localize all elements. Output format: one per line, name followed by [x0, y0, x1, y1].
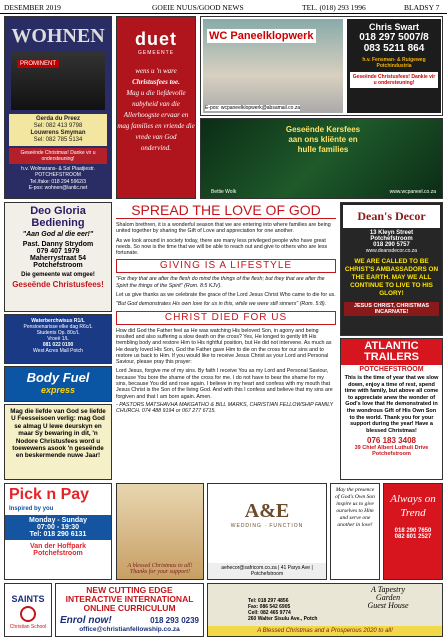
- article-sub1: GIVING IS A LIFESTYLE: [116, 259, 336, 273]
- deo-pastor: Past. Danny Strydom: [22, 241, 94, 248]
- trend-phone-2: 082 801 2527: [394, 534, 432, 540]
- tapestry-name-1: A Tapestry: [370, 585, 405, 594]
- trend-logo: Always on Trend: [390, 493, 436, 519]
- curriculum-enrol: Enrol now!: [60, 615, 112, 626]
- deo-town: Potchefstroom: [33, 262, 83, 269]
- picknpay-ad: [4, 483, 112, 580]
- duet-line-1: wens u 'n ware: [135, 67, 177, 75]
- atlantic-address: 39 Chief Albert Luthuli Drive Potchefstroom: [354, 445, 429, 458]
- page-header: [0, 0, 447, 14]
- tapestry-name-2: Garden: [375, 593, 401, 602]
- header-tel: TEL. (018) 293 1996: [302, 3, 366, 12]
- article-p5: Lord Jesus, forgive me of my sins. By faith I receive You as my Lord and Personal Saviour, because You bore the shame of the cross for me. I do not have to bear the shame for my sins, because You did and rose again. I believe in my heart and confess with my mouth that Jesus Christ is the Son of the living God. And with this I confess and believe that my sins are forgiven and that I am born again. Amen.: [116, 368, 333, 400]
- water-line-4: Vroeë 1/L: [47, 336, 69, 342]
- deo-welcome: Die gemeente wat omgee!: [21, 272, 95, 278]
- ae-town: Potchefstroom: [250, 571, 284, 577]
- water-ad: [4, 314, 112, 364]
- article-p3: Let us give thanks as we celebrate the grace of the Lord Jesus Christ Who came to die for us.: [116, 292, 336, 299]
- water-line-5: 081 022 0190: [42, 342, 74, 348]
- wc-cell: 083 5211 864: [363, 43, 425, 54]
- wc-ad: [200, 16, 443, 116]
- article-title: SPREAD THE LOVE OF GOD: [116, 202, 336, 219]
- duet-logo: duet: [135, 29, 177, 49]
- atlantic-logo: ATLANTIC TRAILERS: [341, 339, 442, 365]
- water-line-1: Waterberchwisus R1/L: [31, 318, 85, 324]
- duet-line-6: mag families en vriende die: [117, 122, 195, 130]
- wc-logo: WC Paneelklopwerk: [209, 30, 314, 42]
- wc-christmas-banner: [200, 118, 443, 199]
- water-line-3: Students Op. 80c/L: [36, 330, 80, 336]
- atlantic-phone: 076 183 3408: [367, 436, 416, 446]
- tapestry-name-3: Guest House: [367, 601, 409, 610]
- tapestry-address: 260 Walter Sisulu Ave., Potch: [248, 616, 318, 622]
- curriculum-phone: 018 293 0239: [150, 616, 199, 625]
- header-page: BLADSY 7: [404, 3, 440, 12]
- duet-line-4: nabyheid van die: [132, 100, 180, 108]
- water-line-2: Pensioenarisse elke dag R6c/L: [23, 324, 93, 330]
- bodyfuel-sub: express: [40, 385, 76, 395]
- ae-sub: WEDDING · FUNCTION: [230, 523, 304, 529]
- deans-web: www.deansdecor.co.za: [365, 248, 418, 254]
- picknpay-days: Monday - Sunday: [29, 517, 87, 524]
- mag-ad: [4, 404, 112, 480]
- picknpay-mall: Van der Hoffpark: [29, 543, 86, 550]
- bodyfuel-ad: [4, 366, 112, 402]
- trend-verse-ad: [330, 483, 380, 580]
- ae-ad: A&E WEDDING · FUNCTION aehecor@safricom.co.za | 41 Parys Ave | Potchefstroom: [207, 483, 327, 580]
- wohnen-email: E-pos: wohnen@lantic.net: [28, 185, 88, 191]
- picknpay-town: Potchefstroom: [33, 550, 83, 557]
- deans-addr-2: Potchefstroom: [370, 236, 413, 242]
- curriculum-ad: [55, 583, 204, 637]
- saints-crest: [20, 606, 36, 622]
- tapestry-tel: Tel: 018 297 4856: [248, 598, 289, 604]
- mag-text: Mag die liefde van God se liefde U Feesseisoen verlig: mag God se almag U lewe deurskyn en maar Sy bewaring in dit, 'n Nodore Christusfees word u toewewens asook 'n geseënde en beskermende nuwe Jaar!: [10, 408, 106, 460]
- wohnen-slogan: Geseënde Christmas! Danke vir u ondersteuning!: [9, 148, 107, 164]
- atlantic-town: POTCHEFSTROOM: [359, 366, 424, 373]
- article-p1: Shalom brethren, it is a wonderful season that we are entering into where families are being united together by sharing the Gift of Love and appreciation for one another.: [116, 222, 331, 235]
- article: [116, 202, 336, 480]
- wohnen-address: h.v. Wolmarans- & Sol Plaatjiestr. POTCHEFSTROOM: [21, 166, 95, 178]
- saints-sub: Christian School: [9, 624, 47, 630]
- bodyfuel-logo: Body Fuel: [26, 370, 90, 385]
- wohnen-phone-1: Sel: 082 413 9798: [33, 123, 83, 129]
- wc-photo: [203, 19, 343, 113]
- wohnen-logo: WOHNEN: [11, 25, 105, 47]
- deans-slogan: WE ARE CALLED TO BE CHRIST'S AMBASSADORS ON THE EARTH. MAY WE ALL CONTINUE TO LIVE TO HIS GLORY!: [344, 258, 439, 297]
- picknpay-hours: 07:00 - 19:30: [36, 524, 80, 531]
- article-q2: "But God demonstrates His own love for us in this, while we were still sinners" (Rom. 5:8).: [116, 301, 327, 308]
- picknpay-tel: Tel: 018 290 6131: [29, 531, 87, 538]
- article-p4: How did God the Father feel as He was watching His beloved Son, in agony and being insulted and also suffering a slow death on the cross? Yes, He longed to gently lift His trembling body and restore Him to His rightful position, but He did not intervene. As much as He dearly loved His Son, God the Father gave Him to die on the cross for our sins and to restore us back to Him. If you would like to receive Jesus Christ as your Lord and Personal Saviour, please pray this prayer:: [116, 327, 332, 366]
- deans-jesus: JESUS CHRIST, CHRISTMAS INCARNATE!: [344, 302, 439, 316]
- article-signature: - PASTORS MATSHAVHA MAKGATHO & BILL MARKS, CHRISTIAN FELLOWSHIP FAMILY CHURCH. 074 488 9194 or 067 277 6715.: [116, 401, 334, 415]
- duet-line-3: Mag u die liefdevolle: [126, 89, 186, 97]
- wohnen-photo: [11, 52, 105, 110]
- atlantic-ad: [340, 338, 443, 480]
- duet-line-2: Christusfees toe.: [132, 78, 180, 86]
- deans-addr-1: 13 Kleyn Street: [369, 230, 414, 236]
- duet-line-8: ondervind.: [140, 144, 172, 152]
- wohnen-ad: [4, 16, 112, 199]
- duet-line-5: Allerhoogste ervaar en: [123, 111, 189, 119]
- deo-street: Maherrystraat 54: [29, 255, 87, 262]
- banner-wish: Geseënde Kersfees aan ons kliënte en hulle families: [285, 125, 361, 154]
- candle-ad: [116, 483, 204, 580]
- wohnen-name-2: Louwrens Smyman: [30, 130, 86, 136]
- picknpay-logo: Pick n Pay: [9, 486, 90, 503]
- ae-logo: A&E: [244, 500, 290, 522]
- article-q1: "For they that are after the flesh do mind the things of the flesh; but they that are after the Spirit the things of the Spirit" (Rom. 8:5 KJV).: [116, 276, 325, 289]
- candle-text: A blessed Christmas to all! Thanks for your support!: [127, 563, 193, 575]
- deo-quote: "Aan God al die eer!": [22, 231, 94, 238]
- deans-decor-ad: [340, 202, 443, 336]
- header-month: DESEMBER 2019: [4, 3, 61, 12]
- trend-verse: May the presence of God's Own Son inspire us to give ourselves to Him and serve one another in love!: [335, 487, 375, 528]
- tapestry-cell: Cell: 082 465 9774: [248, 610, 291, 616]
- curriculum-line-1: NEW CUTTING EDGE: [86, 585, 173, 595]
- trend-phone-1: 018 290 7650: [394, 528, 432, 534]
- article-sub2: CHRIST DIED FOR US: [116, 311, 336, 325]
- trend-ad: [383, 483, 443, 580]
- tapestry-ad: [207, 583, 443, 637]
- banner-caption: Bettie Wolk: [211, 189, 237, 195]
- article-p2: As we look around in society today, there are many less privileged people who have great needs. So now is the time that we will be able to reach out and give to others who are less fortunate.: [116, 237, 328, 257]
- curriculum-line-2: INTERACTIVE INTERNATIONAL: [65, 594, 194, 604]
- deo-wish: Geseënde Christusfees!: [12, 280, 104, 289]
- deans-phone: 018 290 5757: [373, 242, 410, 248]
- duet-ad: [116, 16, 196, 199]
- tapestry-fax: Fax: 086 542 6905: [248, 604, 291, 610]
- wc-email: E-pos: wcpaneelklopwerk@absamail.co.za: [205, 105, 301, 111]
- deo-phone: 079 407 1979: [36, 248, 80, 255]
- wohnen-name: Gerda du Preez: [35, 116, 80, 122]
- picknpay-sub: Inspired by you: [9, 506, 54, 512]
- wc-address: h.v. Fensman- & Ruigeweg Potchindustria: [362, 57, 426, 69]
- banner-web: www.wcpaneel.co.za: [389, 189, 436, 195]
- wohnen-badge: PROMINENT: [17, 60, 59, 68]
- wohnen-phone-2: Sel: 082 785 5134: [33, 137, 83, 143]
- header-paper: GOEIE NUUS/GOOD NEWS: [152, 3, 244, 12]
- wc-phone: 018 297 5007/8: [359, 32, 429, 43]
- tapestry-wish: A Blessed Christmas and a Prosperous 2020 to all!: [208, 626, 442, 636]
- ae-email: aehecor@safricom.co.za: [221, 565, 277, 571]
- curriculum-email: office@christianfellowship.co.za: [79, 626, 180, 633]
- duet-line-7: vrede van God: [135, 133, 177, 141]
- saints-ad: [4, 583, 52, 637]
- atlantic-text: This is the time of year that we slow down, enjoy a time of rest, spend time with family, but above all come to appreciate anew the wonder of God's love that He demonstrated in the wondrous Gift of His Own Son to the world. Thank you for your support during the year! Have a blessed Christmas!: [344, 375, 439, 434]
- ae-address: 41 Parys Ave: [280, 565, 311, 571]
- saints-logo: SAINTS: [11, 594, 45, 604]
- wc-contact: Chris Swart: [368, 22, 419, 32]
- water-line-6: West Acres Mall Potch: [33, 348, 83, 354]
- deo-gloria-ad: [4, 202, 112, 312]
- curriculum-line-3: ONLINE CURRICULUM: [83, 603, 176, 613]
- duet-sub: GEMEENTE: [137, 50, 175, 56]
- wc-wish: Geseënde Christusfees! Dankie vir u ondersteuning!: [350, 72, 438, 88]
- deans-logo: Dean's Decor: [343, 205, 440, 228]
- wohnen-tel: Tel./fake: 018 294 5962/3: [29, 179, 87, 185]
- deo-title: Deo Gloria Bediening: [30, 205, 86, 229]
